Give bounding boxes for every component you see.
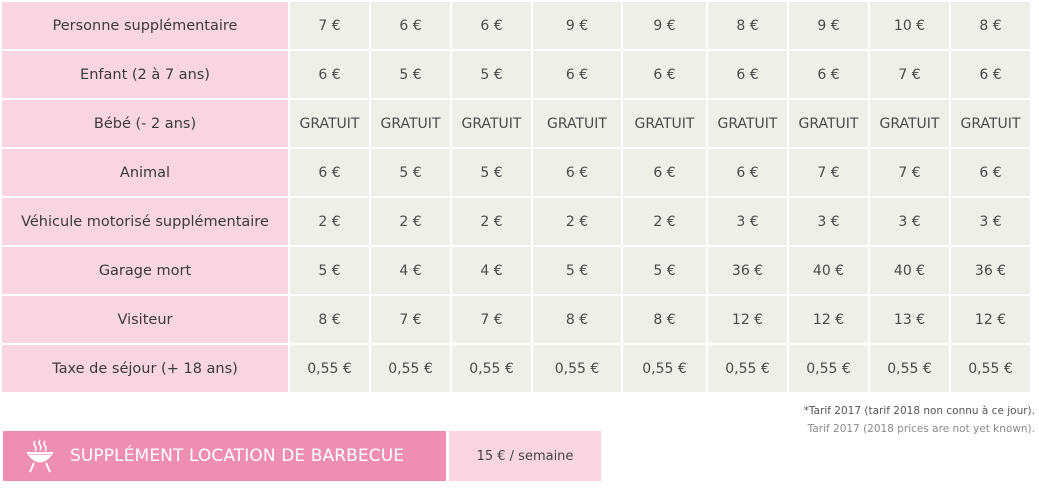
price-cell: 6 €	[951, 149, 1030, 196]
price-cell: 0,55 €	[623, 345, 706, 392]
barbecue-price: 15 € / semaine	[449, 431, 601, 481]
price-cell: 0,55 €	[870, 345, 949, 392]
price-cell: 6 €	[533, 51, 621, 98]
row-label: Véhicule motorisé supplémentaire	[2, 198, 288, 245]
note-english: Tarif 2017 (2018 prices are not yet known).	[807, 423, 1035, 435]
price-cell: 2 €	[623, 198, 706, 245]
price-cell: 5 €	[371, 149, 450, 196]
price-cell: 7 €	[371, 296, 450, 343]
price-cell: 7 €	[870, 51, 949, 98]
row-label: Enfant (2 à 7 ans)	[2, 51, 288, 98]
row-label: Taxe de séjour (+ 18 ans)	[2, 345, 288, 392]
price-cell: 8 €	[951, 2, 1030, 49]
barbecue-grill-icon	[23, 438, 57, 474]
price-cell: 6 €	[290, 51, 369, 98]
price-cell: 40 €	[870, 247, 949, 294]
price-cell: 6 €	[951, 51, 1030, 98]
price-cell: 5 €	[290, 247, 369, 294]
price-cell: 7 €	[290, 2, 369, 49]
price-cell: GRATUIT	[623, 100, 706, 147]
price-cell: 0,55 €	[789, 345, 868, 392]
price-cell: 5 €	[533, 247, 621, 294]
price-cell: 0,55 €	[371, 345, 450, 392]
price-cell: 9 €	[789, 2, 868, 49]
price-cell: GRATUIT	[533, 100, 621, 147]
price-cell: 5 €	[452, 149, 531, 196]
price-cell: 6 €	[452, 2, 531, 49]
price-cell: GRATUIT	[789, 100, 868, 147]
price-cell: 5 €	[371, 51, 450, 98]
barbecue-title: SUPPLÉMENT LOCATION DE BARBECUE	[70, 446, 405, 466]
price-cell: 2 €	[452, 198, 531, 245]
price-cell: 8 €	[290, 296, 369, 343]
price-cell: 8 €	[533, 296, 621, 343]
price-cell: 13 €	[870, 296, 949, 343]
price-cell: GRATUIT	[870, 100, 949, 147]
row-label: Bébé (- 2 ans)	[2, 100, 288, 147]
price-cell: 5 €	[452, 51, 531, 98]
price-cell: 0,55 €	[533, 345, 621, 392]
price-cell: 36 €	[708, 247, 787, 294]
price-cell: 0,55 €	[290, 345, 369, 392]
note-french: *Tarif 2017 (tarif 2018 non connu à ce jour).	[803, 405, 1035, 417]
price-cell: GRATUIT	[452, 100, 531, 147]
price-cell: 6 €	[708, 149, 787, 196]
price-cell: 6 €	[533, 149, 621, 196]
price-cell: 3 €	[789, 198, 868, 245]
price-cell: GRATUIT	[708, 100, 787, 147]
price-cell: 0,55 €	[708, 345, 787, 392]
price-cell: 0,55 €	[951, 345, 1030, 392]
row-label: Personne supplémentaire	[2, 2, 288, 49]
price-cell: 9 €	[533, 2, 621, 49]
price-cell: GRATUIT	[951, 100, 1030, 147]
price-cell: 4 €	[371, 247, 450, 294]
price-cell: 3 €	[951, 198, 1030, 245]
price-cell: 12 €	[708, 296, 787, 343]
price-cell: 2 €	[533, 198, 621, 245]
price-cell: 8 €	[623, 296, 706, 343]
price-cell: 0,55 €	[452, 345, 531, 392]
price-cell: 9 €	[623, 2, 706, 49]
price-cell: 6 €	[623, 51, 706, 98]
price-cell: 10 €	[870, 2, 949, 49]
barbecue-banner	[3, 431, 446, 481]
price-cell: 6 €	[371, 2, 450, 49]
price-cell: 5 €	[623, 247, 706, 294]
price-cell: 12 €	[789, 296, 868, 343]
price-cell: 6 €	[623, 149, 706, 196]
price-cell: 7 €	[452, 296, 531, 343]
price-cell: 40 €	[789, 247, 868, 294]
price-cell: 6 €	[789, 51, 868, 98]
price-cell: 7 €	[870, 149, 949, 196]
price-cell: 6 €	[708, 51, 787, 98]
price-cell: 12 €	[951, 296, 1030, 343]
price-cell: 2 €	[290, 198, 369, 245]
price-cell: 3 €	[708, 198, 787, 245]
price-cell: 6 €	[290, 149, 369, 196]
row-label: Visiteur	[2, 296, 288, 343]
row-label: Garage mort	[2, 247, 288, 294]
tariff-table	[2, 2, 1030, 392]
price-cell: 8 €	[708, 2, 787, 49]
row-label: Animal	[2, 149, 288, 196]
price-cell: 3 €	[870, 198, 949, 245]
price-cell: 7 €	[789, 149, 868, 196]
price-cell: GRATUIT	[371, 100, 450, 147]
price-cell: 2 €	[371, 198, 450, 245]
price-cell: 36 €	[951, 247, 1030, 294]
price-cell: 4 €	[452, 247, 531, 294]
price-cell: GRATUIT	[290, 100, 369, 147]
